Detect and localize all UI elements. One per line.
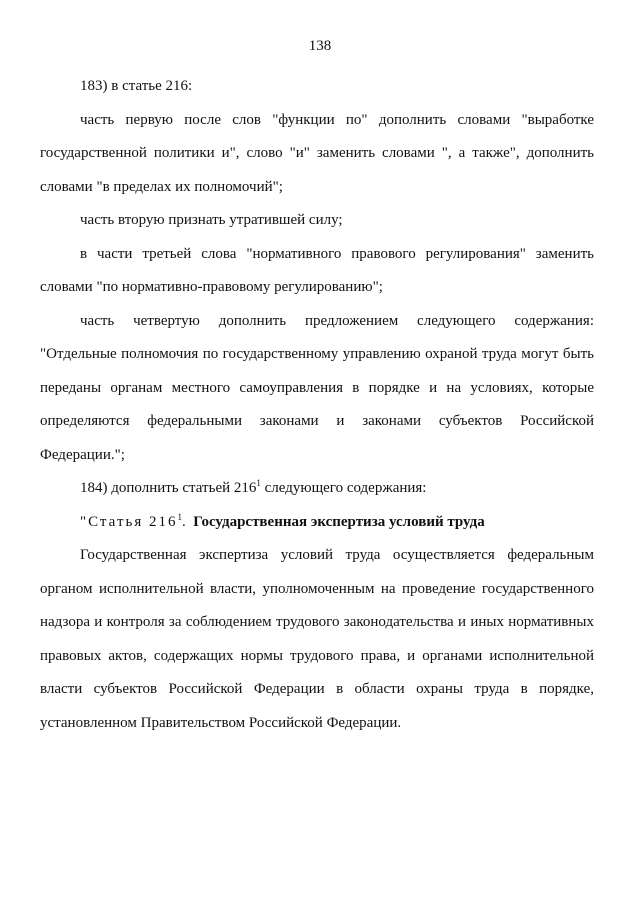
article-heading bbox=[40, 506, 594, 540]
article-title: Государственная экспертиза условий труда bbox=[193, 513, 485, 530]
article-label-superscript: 1 bbox=[177, 511, 182, 522]
item-184-intro-text-end: следующего содержания: bbox=[260, 480, 427, 496]
article-label-dot: . bbox=[181, 513, 186, 530]
item-183-paragraph-4: часть четвертую дополнить предложением следующего содержания: "Отдельные полномочия по государственному управлению охраной труда могут быть переданы органам местного самоуправления в порядке и на условиях, которые определяются федеральными законами и законами субъектов Российской Федерации."; bbox=[40, 312, 594, 463]
item-183-paragraph-1: часть первую после слов "функции по" дополнить словами "выработке государственной политики и", слово "и" заменить словами ", а также", дополнить словами "в пределах их полномочий"; bbox=[40, 111, 594, 195]
item-184-intro-superscript: 1 bbox=[256, 478, 261, 488]
item-184-intro-text: 184) дополнить статьей 216 bbox=[80, 480, 257, 496]
item-184-intro bbox=[40, 472, 594, 506]
article-label: "Статья 216 bbox=[80, 513, 178, 530]
item-183-intro: 183) в статье 216: bbox=[80, 78, 193, 94]
item-183-paragraph-2: часть вторую признать утратившей силу; bbox=[80, 212, 343, 228]
item-183-paragraph-3: в части третьей слова "нормативного правового регулирования" заменить словами "по нормативно-правовому регулированию"; bbox=[40, 245, 594, 295]
document-body bbox=[40, 70, 594, 740]
page-number: 138 bbox=[308, 38, 332, 54]
article-body: Государственная экспертиза условий труда осуществляется федеральным органом исполнительной власти, уполномоченным на проведение государственного надзора и контроля за соблюдением трудового законодательства и иных нормативных правовых актов, содержащих нормы трудового права, и органами исполнительной власти субъектов Российской Федерации в области охраны труда в порядке, установленном Правительством Российской Федерации. bbox=[40, 547, 594, 731]
